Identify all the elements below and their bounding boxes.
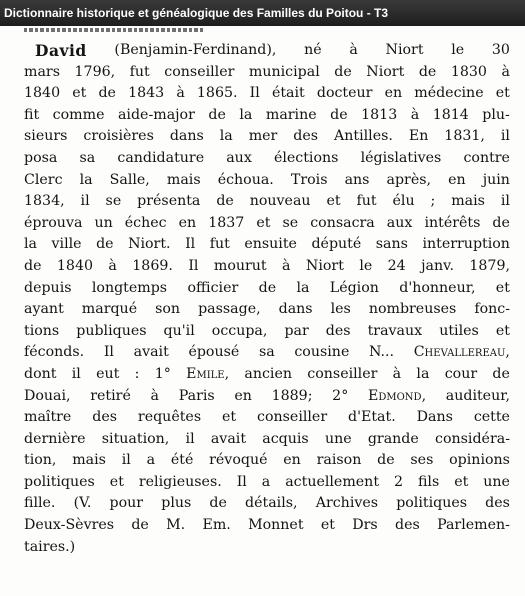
word: dans: [278, 301, 313, 318]
word: fit: [24, 106, 40, 123]
word: de: [492, 365, 510, 382]
text-line: [24, 234, 510, 256]
word: 1843: [128, 85, 165, 102]
word: Dans: [416, 409, 453, 426]
text-line: [24, 62, 510, 84]
text-line: [24, 321, 510, 343]
word: détails,: [245, 495, 298, 512]
word: cour: [444, 365, 478, 382]
word: né: [304, 42, 322, 58]
word: éprouva: [24, 214, 83, 231]
word: opinions: [449, 452, 510, 469]
text-line: [24, 148, 510, 170]
word: plu-: [482, 106, 510, 123]
word: Archives: [315, 495, 379, 512]
word: sans: [375, 236, 408, 253]
word: depuis: [24, 279, 72, 296]
word: il: [185, 430, 195, 447]
word: fut: [129, 63, 150, 80]
word: publiques: [76, 322, 147, 339]
word: le: [359, 257, 373, 274]
word: grande: [367, 430, 419, 447]
word: échec: [124, 214, 167, 231]
word: la: [239, 106, 253, 123]
word: de: [258, 279, 277, 296]
word: et: [256, 214, 271, 231]
word: Niort: [305, 257, 344, 274]
word: docteur: [316, 85, 373, 102]
word: Niort: [385, 42, 424, 58]
word: N...: [369, 344, 395, 361]
word: requêtes: [137, 409, 202, 426]
word: pour: [109, 495, 144, 512]
text-line: [24, 191, 510, 213]
word: par: [284, 322, 309, 339]
word: à: [392, 365, 402, 382]
word: Paris: [178, 387, 215, 404]
word: aux: [386, 214, 413, 231]
word: utiles: [439, 322, 479, 339]
word: et: [454, 473, 469, 490]
word: dans: [169, 128, 204, 145]
word: élections: [273, 149, 339, 166]
word: Niort.: [128, 236, 171, 253]
text-line: [24, 126, 510, 148]
word: 1840: [56, 257, 93, 274]
word: ses: [410, 452, 434, 469]
word: marqué: [81, 301, 138, 318]
word: eut: [96, 365, 120, 382]
word: raison: [316, 452, 362, 469]
word: juin: [482, 171, 510, 188]
word: 30: [491, 42, 510, 58]
text-line: [24, 493, 510, 515]
word: sa: [79, 149, 96, 166]
word: officier: [187, 279, 239, 296]
word: Deux-Sèvres: [24, 517, 115, 534]
word: à: [349, 42, 358, 58]
word: il: [71, 365, 81, 382]
word: de: [492, 214, 510, 231]
word: député: [311, 236, 362, 253]
word: 1869.: [132, 257, 173, 274]
word: en: [234, 387, 252, 404]
word: Edmond,: [367, 387, 427, 404]
word: des: [395, 517, 420, 534]
word: ensuite: [244, 236, 297, 253]
word: de: [334, 63, 352, 80]
word: 2: [393, 473, 404, 490]
word: à: [176, 85, 185, 102]
text-line: [24, 40, 510, 62]
word: mais: [166, 171, 201, 188]
word: de: [131, 517, 149, 534]
word: cousine: [294, 344, 350, 361]
word: Drs: [352, 517, 378, 534]
word: dont: [24, 365, 57, 382]
word: 1°: [154, 365, 171, 382]
word: 2°: [332, 387, 349, 404]
entry-text: [24, 40, 510, 558]
word: politiques: [396, 495, 468, 512]
word: actuellement: [285, 473, 380, 490]
word: Emile,: [186, 365, 230, 382]
word: a: [146, 452, 156, 469]
word: 1830: [450, 63, 487, 80]
word: le: [451, 42, 465, 58]
word: En: [408, 128, 429, 145]
word: de: [418, 63, 437, 80]
text-line: [24, 170, 510, 192]
word: mer: [248, 128, 278, 145]
word: avait: [210, 430, 247, 447]
word: Trois: [290, 171, 328, 188]
cut-off-previous-line: [24, 26, 204, 34]
word: une: [324, 430, 352, 447]
word: médecine: [414, 85, 484, 102]
text-line: [24, 364, 510, 386]
text-line: [24, 386, 510, 408]
word: Il: [188, 257, 199, 274]
word: et: [109, 473, 124, 490]
word: et: [320, 517, 335, 534]
word: occupa,: [211, 322, 268, 339]
word: aide-major: [117, 106, 195, 123]
word: municipal: [248, 63, 320, 80]
word: (V.: [73, 495, 92, 512]
word: à: [282, 257, 291, 274]
word: 1865.: [196, 85, 238, 102]
word: Salle,: [109, 171, 150, 188]
word: taires.): [24, 538, 76, 555]
word: 1813: [361, 106, 398, 123]
word: retiré: [90, 387, 131, 404]
text-line: [24, 407, 510, 429]
word: a: [261, 473, 271, 490]
text-line: [24, 105, 510, 127]
text-line: [24, 450, 510, 472]
word: ancien: [244, 365, 293, 382]
word: 1889;: [271, 387, 313, 404]
word: aux: [226, 149, 252, 166]
word: Parlemen-: [437, 517, 510, 534]
word: mourut: [213, 257, 267, 274]
word: un: [94, 214, 113, 231]
word: cette: [473, 409, 510, 426]
word: politiques: [24, 473, 95, 490]
word: 1831,: [444, 128, 485, 145]
window-title: Dictionnaire historique et généalogique des Familles du Poitou - T3: [0, 0, 525, 26]
word: 1796,: [74, 63, 116, 80]
word: à: [410, 106, 420, 123]
word: fut: [209, 236, 230, 253]
word: de: [377, 452, 395, 469]
word: situation,: [101, 430, 170, 447]
word: 1840: [24, 85, 61, 102]
word: de: [216, 193, 234, 210]
word: mais: [451, 193, 485, 210]
word: il: [500, 128, 510, 145]
word: à: [108, 257, 117, 274]
word: Il: [103, 344, 114, 361]
word: Il: [236, 473, 247, 490]
word: il: [80, 193, 90, 210]
word: passage,: [198, 301, 261, 318]
word: des: [92, 409, 118, 426]
word: Légion: [329, 279, 379, 296]
word: sa: [258, 344, 275, 361]
word: conseiller: [307, 365, 378, 382]
word: croisières: [83, 128, 154, 145]
word: de: [96, 236, 114, 253]
text-line: [24, 256, 510, 278]
word: Antilles.: [334, 128, 393, 145]
word: élu: [392, 193, 415, 210]
word: :: [134, 365, 140, 382]
word: fils: [417, 473, 440, 490]
text-line: [24, 472, 510, 494]
word: plus: [161, 495, 192, 512]
word: tion,: [24, 452, 57, 469]
word: 1879,: [469, 257, 510, 274]
word: féconds.: [24, 344, 85, 361]
entry-name: David: [35, 41, 87, 60]
word: la: [219, 128, 233, 145]
word: d'honneur,: [399, 279, 476, 296]
word: dernière: [24, 430, 86, 447]
document-page: [0, 26, 525, 596]
word: acquis: [262, 430, 309, 447]
word: longtemps: [91, 279, 168, 296]
word: était: [271, 85, 305, 102]
word: et: [495, 85, 510, 102]
word: à: [501, 63, 510, 80]
text-line: [24, 429, 510, 451]
text-line: [24, 342, 510, 364]
word: et: [495, 322, 510, 339]
word: 1837: [208, 214, 245, 231]
word: épousé: [188, 344, 240, 361]
text-line: [24, 537, 510, 559]
word: conseiller: [164, 63, 235, 80]
word: il: [121, 452, 131, 469]
word: 1814: [432, 106, 469, 123]
word: fille.: [24, 495, 56, 512]
text-line: [24, 299, 510, 321]
word: des: [325, 322, 351, 339]
text-line: [24, 213, 510, 235]
word: législatives: [360, 149, 442, 166]
word: Niort: [366, 63, 405, 80]
word: à: [150, 387, 160, 404]
word: nouveau: [249, 193, 311, 210]
word: et: [222, 409, 237, 426]
word: Chevallereau,: [413, 344, 510, 361]
word: fut: [356, 193, 377, 210]
word: janv.: [421, 257, 454, 274]
word: Il: [249, 85, 260, 102]
word: la: [79, 171, 93, 188]
word: ayant: [24, 301, 64, 318]
text-line: [24, 515, 510, 537]
word: de: [208, 106, 226, 123]
word: et: [326, 193, 341, 210]
word: mais: [72, 452, 106, 469]
word: la: [416, 365, 430, 382]
word: comme: [52, 106, 105, 123]
word: de: [98, 85, 116, 102]
word: son: [155, 301, 181, 318]
word: de: [330, 106, 348, 123]
word: après,: [386, 171, 432, 188]
word: tions: [24, 322, 60, 339]
word: 1834,: [24, 193, 65, 210]
word: Il: [185, 236, 196, 253]
word: considéra-: [435, 430, 510, 447]
word: qu'il: [163, 322, 195, 339]
word: religieuses.: [138, 473, 222, 490]
word: posa: [24, 149, 58, 166]
word: en: [448, 171, 466, 188]
word: et: [495, 279, 510, 296]
word: ville: [51, 236, 82, 253]
word: maître: [24, 409, 72, 426]
word: candidature: [117, 149, 205, 166]
text-line: [24, 278, 510, 300]
word: Monnet: [248, 517, 304, 534]
word: 24: [387, 257, 406, 274]
word: présenta: [137, 193, 201, 210]
word: travaux: [367, 322, 423, 339]
word: été: [170, 452, 194, 469]
word: en: [384, 85, 403, 102]
word: de: [209, 495, 227, 512]
word: conseiller: [257, 409, 328, 426]
word: en: [178, 214, 197, 231]
word: la: [24, 236, 37, 253]
word: des: [485, 495, 510, 512]
word: interruption: [422, 236, 510, 253]
word: il: [500, 193, 510, 210]
word: Clerc: [24, 171, 63, 188]
word: marine: [265, 106, 317, 123]
word: contre: [463, 149, 510, 166]
word: nombreuses: [368, 301, 457, 318]
word: auditeur,: [445, 387, 510, 404]
word: (Benjamin-Ferdinand),: [114, 42, 277, 58]
text-line: [24, 83, 510, 105]
word: fonc-: [474, 301, 510, 318]
word: d'Etat.: [348, 409, 396, 426]
word: se: [282, 214, 299, 231]
word: révoqué: [209, 452, 268, 469]
word: Douai,: [24, 387, 71, 404]
word: avait: [133, 344, 169, 361]
word: des: [293, 128, 319, 145]
word: la: [296, 279, 310, 296]
word: intérêts: [424, 214, 481, 231]
word: se: [105, 193, 122, 210]
word: les: [330, 301, 351, 318]
word: sieurs: [24, 128, 68, 145]
word: échoua.: [217, 171, 274, 188]
word: de: [24, 257, 42, 274]
word: une: [483, 473, 510, 490]
word: Em.: [202, 517, 231, 534]
word: ans: [344, 171, 370, 188]
word: ;: [430, 193, 436, 210]
word: M.: [166, 517, 186, 534]
word: mars: [24, 63, 60, 80]
word: et: [72, 85, 87, 102]
word: consacra: [310, 214, 375, 231]
word: en: [283, 452, 301, 469]
